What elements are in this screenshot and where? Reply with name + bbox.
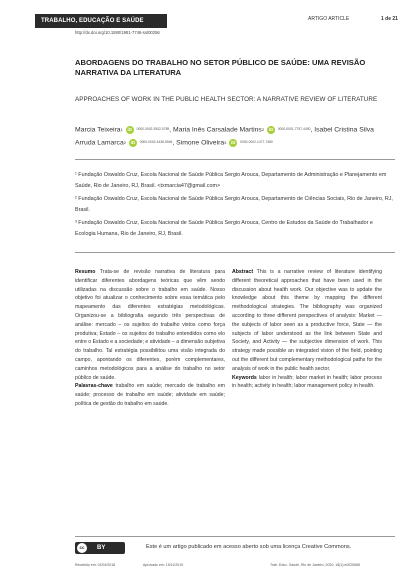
author-sup: 2 bbox=[261, 127, 265, 132]
orcid-icon[interactable]: iD bbox=[268, 126, 274, 132]
divider bbox=[75, 159, 395, 160]
resumo-text: Trata-se de revisão narrativa de literatura para identificar diferentes abordagens teóricas que vêm sendo utilizadas na discussão sobre o trabalho em saúde. Nosso objetivo foi atualizar o conhecimento sobre essa temática pelo mapeamento das diferentes estratégias metodológicas. Organizou-se a bibliografia segundo três perspectivas de análise: mercado – os sujeitos do trabalho vistos como força produtiva; Estado – os sujeitos do trabalho entendidos como elo entre o Estado e a sociedade; e atividade – a dimensão subjetiva do trabalho. Tal estratégia possibilitou uma visão integrada do campo, apontando os diferentes, porém complementares, caminhos metodológicos para a análise do trabalho no setor público de saúde. bbox=[75, 269, 225, 381]
author-sup: 1 bbox=[120, 127, 123, 132]
author-name: Simone Oliveira bbox=[176, 139, 225, 147]
orcid-icon[interactable]: iD bbox=[130, 139, 136, 145]
affiliation-2: ² Fundação Oswaldo Cruz, Escola Nacional de Saúde Pública Sergio Arouca, Departamento de Ciências Sociais, Rio de Janeiro, RJ, Brasil. bbox=[75, 196, 393, 213]
journal-section-tag: TRABALHO, EDUCAÇÃO E SAÚDE bbox=[35, 14, 167, 28]
affiliation-1: ¹ Fundação Oswaldo Cruz, Escola Nacional de Saúde Pública Sergio Arouca, Departamento de Administração e Planejamento em Saúde, Rio de Janeiro, RJ, Brasil. <txmarcia47@gmail.com> bbox=[75, 172, 387, 189]
divider bbox=[75, 252, 395, 253]
orcid-icon[interactable]: iD bbox=[231, 139, 236, 145]
author-sup: 2 bbox=[123, 140, 126, 146]
palavras-chave-text: trabalho em saúde; mercado de trabalho em saúde; processo de trabalho em saúde; atividade em saúde; política de gestão do trabalho em saúde. bbox=[75, 383, 225, 407]
approved-date: Aprovado em: 19/11/2019 bbox=[143, 563, 184, 567]
author-name: Marcia Teixeira bbox=[75, 126, 121, 134]
abstract-label: Abstract bbox=[232, 269, 254, 275]
creative-commons-badge[interactable] bbox=[75, 542, 125, 554]
cc-by-label: BY bbox=[97, 545, 106, 551]
palavras-chave-label: Palavras-chave bbox=[75, 383, 113, 390]
orcid-id[interactable]: 0000-0002-1477-7480 bbox=[240, 140, 273, 145]
article-type-label: ARTIGO ARTICLE bbox=[308, 16, 350, 22]
resumo-label: Resumo bbox=[75, 269, 96, 275]
citation: Trab. Educ. Saúde, Rio de Janeiro, 2020; 18(1):e0025668 bbox=[270, 563, 360, 567]
author-sup: 3 bbox=[224, 140, 227, 146]
received-date: Recebido em: 01/04/2018 bbox=[75, 563, 116, 567]
keywords-label: Keywords bbox=[232, 374, 257, 381]
keywords-text: labor in health; labor market in health; labor process in health; activity in health; labor management policy in health. bbox=[232, 374, 382, 390]
orcid-id[interactable]: 0000-0001-7757-4490 bbox=[277, 127, 311, 131]
orcid-id[interactable]: 0000-0002-9302-0789 bbox=[136, 127, 170, 131]
author-list: Marcia Teixeira$^1$ iD 0000-0002-9302-0789, Maria Inês Carsalade Martins$^2$ iD 0000-0001-7757-4490, Isabel Cristina Silva Arruda Lamarca$^2$ iD 0000-0002-4436-5946, Simone Oliveira$^3$ iD 0000-0002-1477-7480 bbox=[75, 126, 374, 147]
title-portuguese: ABORDAGENS DO TRABALHO NO SETOR PÚBLICO DE SAÚDE: UMA REVISÃO NARRATIVA DA LITERATURA bbox=[75, 58, 366, 77]
affiliation-3: ³ Fundação Oswaldo Cruz, Escola Nacional de Saúde Pública Sergio Arouca, Centro de Estudos da Saúde do Trabalhador e Ecologia Humana, Rio de Janeiro, RJ, Brasil. bbox=[75, 220, 373, 237]
divider bbox=[75, 536, 395, 537]
orcid-id[interactable]: 0000-0002-4436-5946 bbox=[139, 140, 173, 145]
title-english: APPROACHES OF WORK IN THE PUBLIC HEALTH SECTOR: A NARRATIVE REVIEW OF LITERATURE bbox=[75, 96, 378, 103]
abstract-text: This is a narrative review of literature identifying different theoretical approaches that have been used in the discussion about health work. Our objective was to update the knowledge about this theme by mapping the different methodological strategies. The bibliography was organized according to three different perspectives of analysis: Market — the subjects of labor seen as a productive force, State — the subjects of labor understood as the link between State and Society, and Activity — the subjective dimension of work. This strategy made possible an integrated vision of the field, pointing out the different but complementary methodological paths for the analysis of work in the public health sector. bbox=[232, 269, 382, 372]
orcid-icon[interactable]: iD bbox=[127, 126, 132, 132]
author-name: Maria Inês Carsalade Martins bbox=[173, 126, 262, 134]
resumo-column bbox=[75, 268, 225, 409]
license-text: Este é um artigo publicado em acesso aberto sob uma licença Creative Commons. bbox=[146, 544, 352, 550]
page-number: 1 de 21 bbox=[381, 16, 398, 22]
abstract-column bbox=[232, 268, 382, 391]
doi-link[interactable]: http://dx.doi.org/10.1590/1981-7746-sol00256 bbox=[75, 30, 160, 35]
cc-icon: cc bbox=[77, 543, 87, 553]
author-name: Isabel Cristina Silva Arruda Lamarca bbox=[75, 126, 374, 147]
